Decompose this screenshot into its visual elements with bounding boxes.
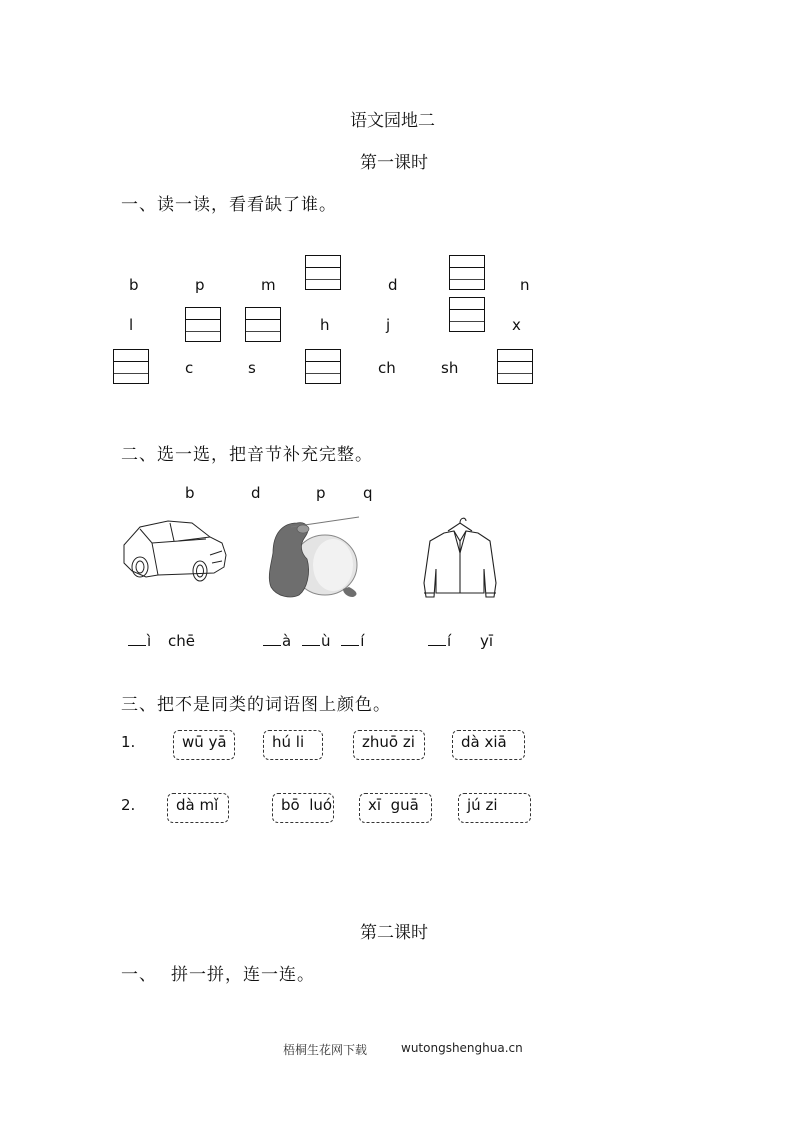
bear-with-ball-picture [263,513,363,603]
choice-letter: d [251,484,261,502]
guide-line [498,361,532,362]
consonant-letter: l [129,316,134,334]
guide-line [450,267,484,268]
choice-letter: p [316,484,326,502]
word-box[interactable]: dà xiā [452,730,525,760]
consonant-letter: p [195,276,205,294]
lesson1-title: 第一课时 [360,153,428,173]
consonant-letter: m [261,276,276,294]
word-box[interactable]: dà mǐ [167,793,229,823]
row-number: 1. [121,733,136,751]
guide-line [450,321,484,322]
footer-site-name: 梧桐生花网下载 [283,1043,368,1057]
consonant-letter: s [248,359,256,377]
section3-heading: 三、把不是同类的词语图上颜色。 [121,695,391,715]
section-text: 拼一拼，连一连。 [171,965,315,985]
pinyin-syllable: yī [479,632,493,650]
pinyin-writing-box[interactable] [449,297,485,332]
guide-line [246,319,280,320]
guide-line [246,331,280,332]
car-picture [118,515,230,585]
fill-blank[interactable] [302,631,320,646]
consonant-letter: x [512,316,521,334]
guide-line [114,361,148,362]
section-number: 一、 [121,965,157,985]
pinyin-suffix: í [447,632,452,650]
word-box[interactable]: zhuō zi [353,730,425,760]
lesson2-title: 第二课时 [360,923,428,943]
lesson2-section1-heading [121,960,315,985]
word-box[interactable]: wū yā [173,730,235,760]
pinyin-writing-box[interactable] [497,349,533,384]
fill-blank[interactable] [128,631,146,646]
guide-line [450,279,484,280]
guide-line [186,331,220,332]
guide-line [306,373,340,374]
consonant-letter: n [520,276,530,294]
pinyin-suffix: í [360,632,365,650]
word-box[interactable]: jú zi [458,793,531,823]
bear-ball-pinyin [263,631,364,650]
pinyin-suffix: ì [147,632,152,650]
consonant-letter: ch [378,359,396,377]
row-number: 2. [121,796,136,814]
fill-blank[interactable] [263,631,281,646]
consonant-letter: sh [441,359,459,377]
choice-letter: b [185,484,195,502]
fill-blank[interactable] [341,631,359,646]
guide-line [306,279,340,280]
choice-letter: q [363,484,373,502]
footer-site-url[interactable]: wutongshenghua.cn [401,1041,523,1055]
consonant-letter: d [388,276,398,294]
pinyin-writing-box[interactable] [305,255,341,290]
pinyin-suffix: ù [320,632,331,650]
word-box[interactable]: xī guā [359,793,432,823]
guide-line [498,373,532,374]
document-title: 语文园地二 [350,111,435,131]
guide-line [306,267,340,268]
pinyin-writing-box[interactable] [305,349,341,384]
fill-blank[interactable] [428,631,446,646]
pinyin-writing-box[interactable] [449,255,485,290]
word-box[interactable]: hú li [263,730,323,760]
consonant-letter: c [185,359,194,377]
word-box[interactable]: bō luó [272,793,334,823]
jacket-on-hanger-picture [420,513,502,605]
pinyin-writing-box[interactable] [245,307,281,342]
guide-line [450,309,484,310]
pinyin-syllable: chē [167,632,195,650]
car-pinyin [128,631,195,650]
consonant-letter: b [129,276,139,294]
section1-heading: 一、读一读，看看缺了谁。 [121,195,337,215]
section2-heading: 二、选一选，把音节补充完整。 [121,445,373,465]
consonant-letter: h [320,316,330,334]
guide-line [114,373,148,374]
guide-line [306,361,340,362]
jacket-pinyin [428,631,493,650]
consonant-letter: j [386,316,391,334]
pinyin-writing-box[interactable] [113,349,149,384]
guide-line [186,319,220,320]
pinyin-writing-box[interactable] [185,307,221,342]
pinyin-suffix: à [282,632,292,650]
